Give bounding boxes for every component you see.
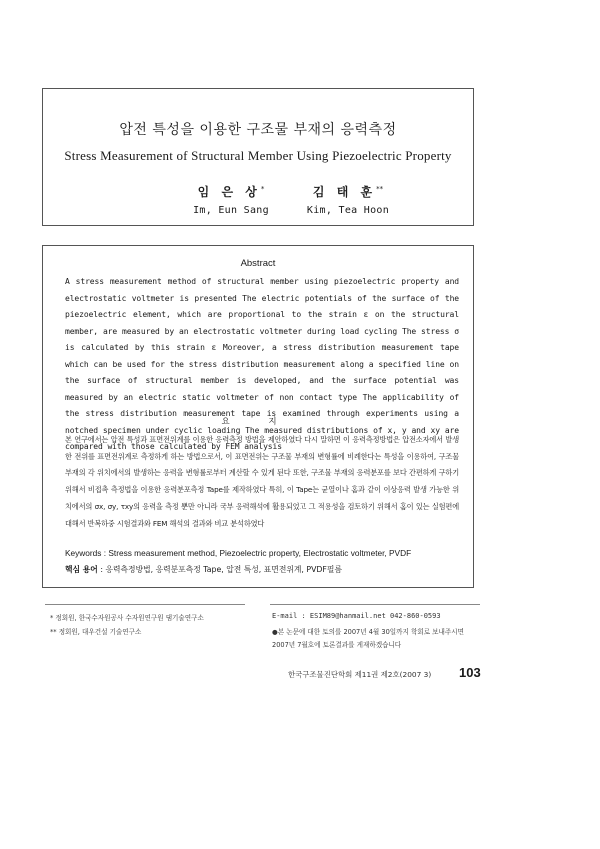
title-box: [42, 88, 474, 226]
abstract-heading: Abstract: [240, 258, 276, 269]
page-number: 103: [459, 665, 481, 680]
korean-summary-heading: 요 지: [221, 417, 295, 427]
author-1-name-en: Im, Eun Sang: [193, 205, 269, 216]
korean-summary-body: 본 연구에서는 압전 특성과 표면전위계를 이용한 응력측정 방법을 제안하였다 다시 말하면 이 응력측정방법은 압전소자에서 발생한 전위를 표면전위계로 측정하게 하는 방법으로서, 이 표면전위는 구조물 부재의 변형률에 비례한다는 특성을 이용하여, 구조물 부재의 각 위치에서의 발생하는 응력을 변형률로부터 계산할 수 있게 된다 또한, 구조물 부재의 응력분포를 보다 간편하게 구하기 위해서 비접촉 측정법을 이용한 응력분포측정 Tape를 제작하였다 특히, 이 Tape는 균열이나 홈과 같이 이상응력 발생 가능한 위치에서의 σx, σy, τxy의 응력을 측정 뿐만 아니라 국부 응력해석에 활용되었고 그 적용성을 검토하기 위해서 홈이 있는 실험편에 대해서 반복하중 시험결과와 FEM 해석의 결과와 비교 분석하였다: [65, 435, 459, 528]
title-english: Stress Measurement of Structural Member Using Piezoelectric Property: [64, 148, 452, 163]
abstract-box: [42, 245, 474, 588]
korean-keywords-text: 응력측정방법, 응력분포측정 Tape, 압전 특성, 표면전위계, PVDF필름: [105, 565, 342, 574]
korean-keywords-line: 핵심 용어 : 응력측정방법, 응력분포측정 Tape, 압전 특성, 표면전위계, PVDF필름: [65, 565, 342, 574]
keywords-label: Keywords: [65, 548, 102, 558]
author-1-name-kr: 임 은 상: [197, 185, 261, 199]
title-korean: 압전 특성을 이용한 구조물 부재의 응력측정: [119, 122, 397, 138]
footnote-author-1: * 정회원, 한국수자원공사 수자원연구원 댐기술연구소: [50, 614, 204, 622]
footnote-divider-left: [45, 604, 245, 605]
author-2-name-en: Kim, Tea Hoon: [306, 205, 390, 216]
footnote-divider-right: [270, 604, 480, 605]
author-2-name-kr: 김 태 훈: [312, 185, 377, 199]
keywords-line: Keywords : Stress measurement method, Piezoelectric property, Electrostatic voltmeter, PVDF: [65, 548, 412, 558]
author-1-mark: *: [260, 185, 265, 193]
discussion-notice: ●본 논문에 대한 토의를 2007년 4월 30일까지 학회로 보내주시면 2007년 7월호에 토론결과를 게재하겠습니다: [272, 628, 465, 649]
author-2: [278, 183, 418, 216]
footnote-author-2: ** 정회원, 대우건설 기술연구소: [50, 628, 142, 636]
contact-email: E-mail : ESIM89@hanmail.net 042-860-0593: [272, 612, 441, 620]
keywords-text: Stress measurement method, Piezoelectric property, Electrostatic voltmeter, PVDF: [108, 548, 412, 558]
author-2-mark: **: [376, 185, 384, 193]
korean-keywords-label: 핵심 용어: [65, 565, 98, 574]
abstract-body: A stress measurement method of structural member using piezoelectric property and electrostatic voltmeter is presented The electric potentials of the surface of the piezoelectric element, which are proportional to the strain ε on the structural member, are measured by an electrostatic voltmeter during load cycling The stress σ is calculated by this strain ε Moreover, a stress distribution measurement tape which can be used for the stress distribution measurement along a specified line on the surface of structural member is developed, and the surface potential was measured by an electric static voltmeter of non contact type The applicability of the stress distribution measurement tape is examined through experiments using a notched specimen under cyclic loading The measured distributions of x, y and xy are compared with those calculated by FEM analysis: [65, 277, 459, 451]
journal-citation: 한국구조물진단학회 제11권 제2호(2007 3): [288, 670, 432, 679]
